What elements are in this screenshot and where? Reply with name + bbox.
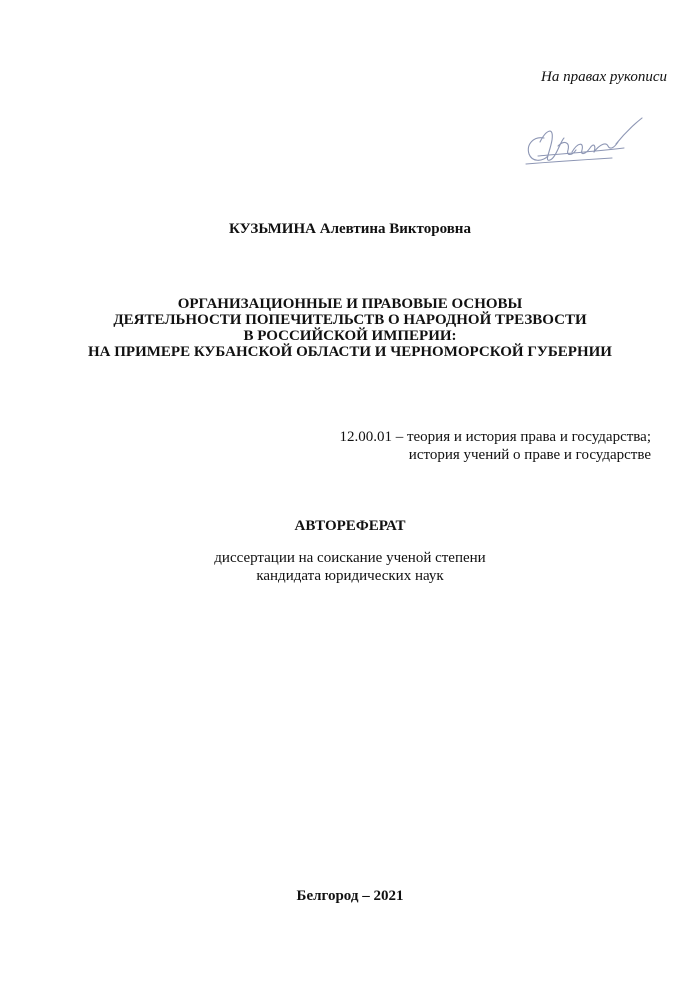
signature [520,112,650,174]
rights-note: На правах рукописи [541,69,667,85]
document-type: АВТОРЕФЕРАТ [294,518,406,534]
degree-purpose [0,549,700,585]
dissertation-title [0,296,700,360]
specialty [339,428,651,464]
purpose-line: кандидата юридических наук [256,568,444,584]
author-name [0,221,700,238]
place-year: Белгород – 2021 [296,888,404,904]
title-line: ДЕЯТЕЛЬНОСТИ ПОПЕЧИТЕЛЬСТВ О НАРОДНОЙ ТРЕЗВОСТИ [113,312,587,328]
author-given-names: Алевтина Викторовна [319,221,471,237]
title-line: ОРГАНИЗАЦИОННЫЕ И ПРАВОВЫЕ ОСНОВЫ [177,296,523,312]
purpose-line: диссертации на соискание ученой степени [214,550,486,566]
specialty-line: история учений о праве и государстве [408,447,651,463]
title-line: В РОССИЙСКОЙ ИМПЕРИИ: [243,328,457,344]
author-surname: КУЗЬМИНА [229,221,316,237]
title-line: НА ПРИМЕРЕ КУБАНСКОЙ ОБЛАСТИ И ЧЕРНОМОРСКОЙ ГУБЕРНИИ [88,344,612,360]
specialty-line: 12.00.01 – теория и история права и государства; [339,429,651,445]
